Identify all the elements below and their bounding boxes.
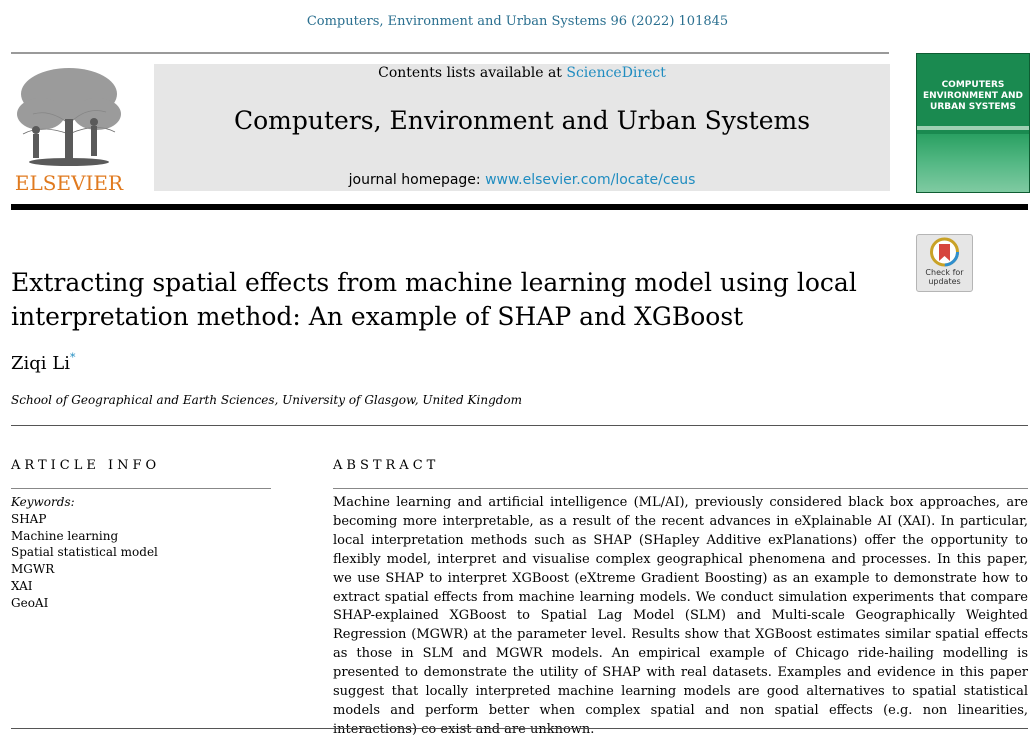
section-rule-top xyxy=(11,425,1028,426)
contents-prefix: Contents lists available at xyxy=(378,65,567,81)
homepage-link[interactable]: www.elsevier.com/locate/ceus xyxy=(485,172,696,188)
keyword-item: Spatial statistical model xyxy=(11,545,158,560)
keyword-item: SHAP xyxy=(11,512,47,526)
check-updates-icon xyxy=(917,235,972,269)
keyword-item: MGWR xyxy=(11,562,55,577)
keywords-label: Keywords: xyxy=(11,495,75,509)
contents-line xyxy=(154,65,890,81)
cover-band xyxy=(917,126,1029,130)
section-rule-bottom xyxy=(11,728,1028,729)
check-updates-label: Check for updates xyxy=(925,268,964,286)
author-name[interactable]: Ziqi Li xyxy=(11,353,70,374)
elsevier-logo xyxy=(11,64,127,194)
keyword-item: Machine learning xyxy=(11,528,119,543)
keyword-item: XAI xyxy=(11,578,33,593)
sciencedirect-link[interactable]: ScienceDirect xyxy=(566,65,666,81)
abstract-heading: ABSTRACT xyxy=(333,458,440,473)
article-info-heading: ARTICLE INFO xyxy=(11,458,161,473)
keyword-item: GeoAI xyxy=(11,595,49,610)
author-line xyxy=(11,353,75,374)
journal-cover[interactable] xyxy=(916,53,1030,193)
header-thick-rule xyxy=(11,204,1028,210)
keywords-list xyxy=(11,511,158,611)
corresponding-author-mark[interactable]: * xyxy=(69,351,76,364)
journal-title: Computers, Environment and Urban Systems xyxy=(233,106,811,135)
header-rule xyxy=(11,52,889,54)
homepage-line xyxy=(154,172,890,188)
abstract-text: Machine learning and artificial intelligence (ML/AI), previously considered black box approaches, are becoming more interpretable, as a result of the recent advances in eXplainable AI (XAI). In particular, local interpretation methods such as SHAP (SHapley Additive exPlanations) offer the opportunity to flexibly model, interpret and visualise complex geographical phenomena and processes. In this paper, we use SHAP to interpret XGBoost (eXtreme Gradient Boosting) as an example to demonstrate how to extract spatial effects from machine learning models. We conduct simulation experiments that compare SHAP-explained XGBoost to Spatial Lag Model (SLM) and Multi-scale Geographically Weighted Regression (MGWR) at the parameter level. Results show that XGBoost estimates similar spatial effects as those in SLM and MGWR models. An empirical example of Chicago ride-hailing modelling is presented to demonstrate the utility of SHAP with real datasets. Examples and evidence in this paper suggest that locally interpreted machine learning models are good alternatives to spatial statistical models and perform better when complex spatial and non spatial effects (e.g. non linearities, interactions) co exist and are unknown. xyxy=(333,495,1028,737)
check-for-updates-button[interactable] xyxy=(916,234,973,292)
journal-citation: Computers, Environment and Urban Systems 96 (2022) 101845 xyxy=(306,14,729,29)
article-title: Extracting spatial effects from machine learning model using local interpretation method: An example of SHAP and XGBoost xyxy=(11,268,857,331)
cover-title: COMPUTERS ENVIRONMENT AND URBAN SYSTEMS xyxy=(923,80,1023,112)
journal-banner xyxy=(154,64,890,191)
cover-image xyxy=(917,134,1029,192)
homepage-prefix: journal homepage: xyxy=(348,172,486,188)
abstract-rule xyxy=(333,488,1028,489)
elsevier-wordmark: ELSEVIER xyxy=(14,171,124,194)
affiliation: School of Geographical and Earth Sciences, University of Glasgow, United Kingdom xyxy=(11,393,523,407)
article-info-rule xyxy=(11,488,271,489)
